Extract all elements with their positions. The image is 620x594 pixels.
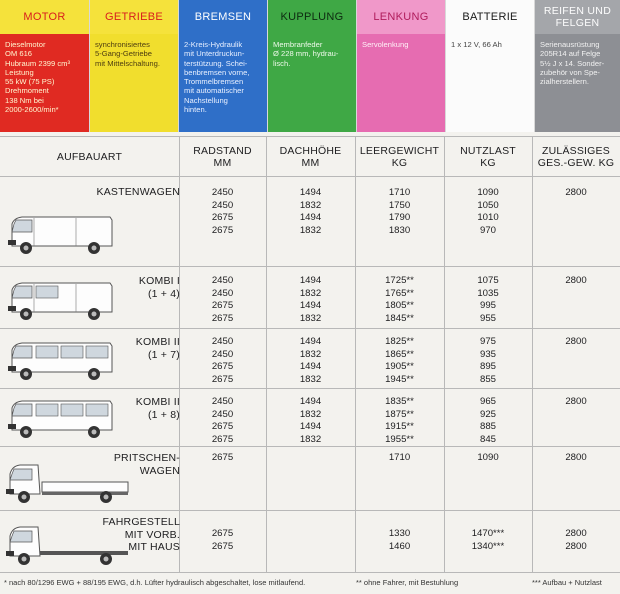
spec-reifen bbox=[535, 0, 620, 132]
footnote-motor: * nach 80/1296 EWG + 88/195 EWG, d.h. Lüfter hydraulisch abgeschaltet, lose mitlaufend. bbox=[4, 578, 306, 587]
cell-gesamtgewicht: 2800 bbox=[565, 275, 587, 286]
spec-lenkung-title: LENKUNG bbox=[357, 0, 445, 34]
cell-nutzlast: 975 935 895 855 bbox=[479, 336, 496, 385]
minibus-icon bbox=[6, 336, 116, 384]
header-dachhoehe: DACHHÖHE MM bbox=[279, 145, 342, 169]
cell-dachhoehe: 1494 1832 1494 1832 bbox=[299, 275, 322, 324]
row-label-pritschenwagen: PRITSCHEN- WAGEN bbox=[113, 452, 180, 477]
pickup-truck-icon bbox=[6, 460, 130, 506]
spec-kupplung-title: KUPPLUNG bbox=[268, 0, 356, 34]
footnote-aufbau: *** Aufbau + Nutzlast bbox=[532, 578, 602, 587]
header-leergewicht: LEERGEWICHT KG bbox=[359, 145, 440, 169]
spec-strip bbox=[0, 0, 620, 132]
cell-radstand: 2675 bbox=[211, 452, 234, 463]
spec-getriebe-title: GETRIEBE bbox=[90, 0, 178, 34]
row-rule bbox=[0, 266, 620, 267]
cell-leergewicht: 1710 1750 1790 1830 bbox=[388, 187, 411, 236]
spec-batterie bbox=[446, 0, 535, 132]
spec-lenkung bbox=[357, 0, 446, 132]
table-top-rule bbox=[0, 136, 620, 137]
cell-gesamtgewicht: 2800 bbox=[565, 452, 587, 463]
row-label-kombi-2-7: KOMBI II (1 + 7) bbox=[135, 336, 180, 361]
row-label-fahrgestell: FAHRGESTELL MIT VORB. MIT HAUS bbox=[102, 516, 180, 553]
cell-leergewicht: 1725** 1765** 1805** 1845** bbox=[385, 275, 414, 324]
spec-motor-title: MOTOR bbox=[0, 0, 89, 34]
row-label-kombi-1: KOMBI I (1 + 4) bbox=[138, 275, 180, 300]
cell-leergewicht: 1710 bbox=[388, 452, 411, 463]
header-gesamtgewicht: ZULÄSSIGES GES.-GEW. KG bbox=[537, 145, 615, 169]
spec-batterie-text: 1 x 12 V, 66 Ah bbox=[446, 34, 534, 132]
row-rule bbox=[0, 446, 620, 447]
cell-radstand: 2450 2450 2675 2675 bbox=[211, 187, 234, 236]
cell-dachhoehe: 1494 1832 1494 1832 bbox=[299, 187, 322, 236]
cell-gesamtgewicht: 2800 bbox=[565, 336, 587, 347]
column-rule bbox=[532, 136, 533, 572]
cell-radstand: 2450 2450 2675 2675 bbox=[211, 396, 234, 445]
cell-radstand: 2450 2450 2675 2675 bbox=[211, 336, 234, 385]
row-rule bbox=[0, 328, 620, 329]
cell-radstand: 2450 2450 2675 2675 bbox=[211, 275, 234, 324]
table-bottom-rule bbox=[0, 572, 620, 573]
row-rule bbox=[0, 388, 620, 389]
header-radstand: RADSTAND MM bbox=[193, 145, 252, 169]
cell-leergewicht: 1835** 1875** 1915** 1955** bbox=[385, 396, 414, 445]
cell-nutzlast: 1075 1035 995 955 bbox=[477, 275, 499, 324]
spec-kupplung-text: Membranfeder Ø 228 mm, hydrau- lisch. bbox=[268, 34, 356, 132]
spec-bremsen-title: BREMSEN bbox=[179, 0, 267, 34]
cell-dachhoehe: 1494 1832 1494 1832 bbox=[299, 336, 322, 385]
spec-motor-text: Dieselmotor OM 616 Hubraum 2399 cm³ Leistung 55 kW (75 PS) Drehmoment 138 Nm bei 2000-2600/min* bbox=[0, 34, 89, 132]
row-rule bbox=[0, 510, 620, 511]
spec-reifen-title: REIFEN UND FELGEN bbox=[535, 0, 620, 34]
cell-nutzlast: 1090 bbox=[477, 452, 499, 463]
spec-kupplung bbox=[268, 0, 357, 132]
spec-bremsen bbox=[179, 0, 268, 132]
chassis-cab-icon bbox=[6, 522, 130, 568]
cell-gesamtgewicht: 2800 bbox=[565, 396, 587, 407]
cell-nutzlast: 1470*** 1340*** bbox=[471, 528, 505, 552]
spec-getriebe bbox=[90, 0, 179, 132]
minibus-icon bbox=[6, 276, 116, 324]
van-icon bbox=[6, 210, 116, 258]
spec-bremsen-text: 2-Kreis-Hydraulik mit Unterdruckun- terstützung. Schei- benbremsen vorne, Trommelbremsen mit automatischer Nachstellung hinten. bbox=[179, 34, 267, 132]
cell-gesamtgewicht: 2800 2800 bbox=[565, 528, 587, 552]
cell-nutzlast: 965 925 885 845 bbox=[479, 396, 496, 445]
cell-gesamtgewicht: 2800 bbox=[565, 187, 587, 198]
minibus-icon bbox=[6, 394, 116, 442]
header-nutzlast: NUTZLAST KG bbox=[460, 145, 516, 169]
row-label-kombi-2-8: KOMBI II (1 + 8) bbox=[135, 396, 180, 421]
cell-dachhoehe: 1494 1832 1494 1832 bbox=[299, 396, 322, 445]
spec-getriebe-text: synchronisiertes 5-Gang-Getriebe mit Mittelschaltung. bbox=[90, 34, 178, 132]
row-label-kastenwagen: KASTENWAGEN bbox=[96, 186, 180, 198]
footnote-fahrer: ** ohne Fahrer, mit Bestuhlung bbox=[356, 578, 459, 587]
spec-motor bbox=[0, 0, 90, 132]
header-aufbauart: AUFBAUART bbox=[56, 151, 123, 163]
header-rule bbox=[0, 176, 620, 177]
cell-leergewicht: 1330 1460 bbox=[388, 528, 411, 552]
cell-radstand: 2675 2675 bbox=[211, 528, 234, 552]
cell-nutzlast: 1090 1050 1010 970 bbox=[477, 187, 499, 236]
spec-batterie-title: BATTERIE bbox=[446, 0, 534, 34]
cell-leergewicht: 1825** 1865** 1905** 1945** bbox=[385, 336, 414, 385]
spec-lenkung-text: Servolenkung bbox=[357, 34, 445, 132]
spec-reifen-text: Serienausrüstung 205R14 auf Felge 5½ J x 14. Sonder- zubehör von Spe- zialherstellern. bbox=[535, 34, 620, 132]
